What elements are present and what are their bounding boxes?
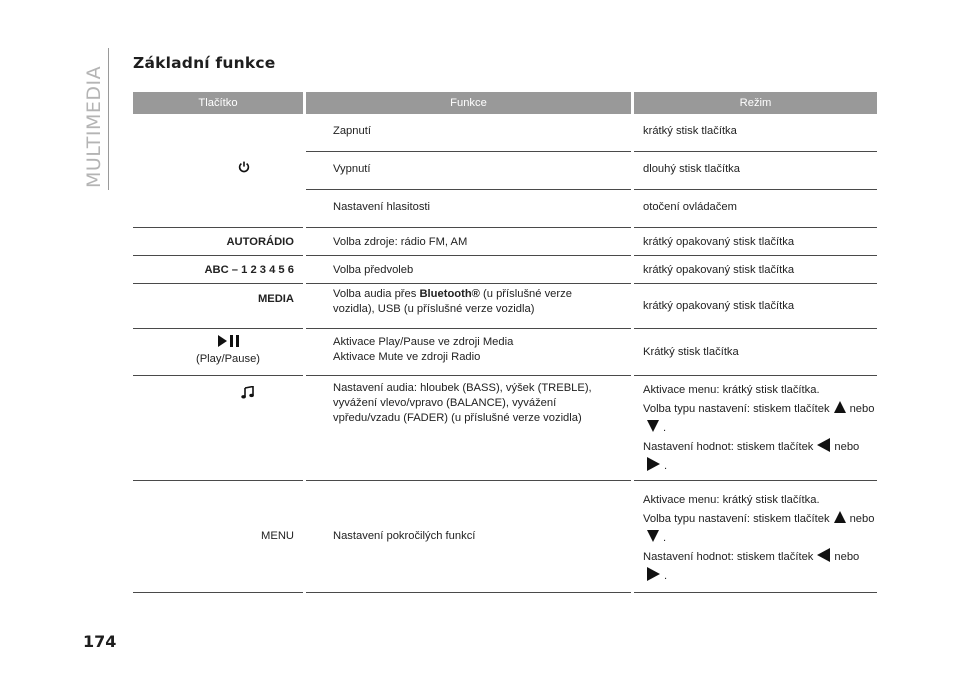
function-cell: Vypnutí [306,152,631,190]
section-label: MULTIMEDIA [83,65,105,188]
header-button: Tlačítko [133,92,303,114]
arrow-left-icon [817,438,830,452]
mode-cell: krátký opakovaný stisk tlačítka [634,228,877,256]
power-icon [238,161,250,178]
arrow-right-icon [647,457,660,471]
function-cell: Zapnutí [306,114,631,152]
function-cell: Nastavení hlasitosti [306,190,631,228]
arrow-up-icon [834,401,846,413]
header-mode: Režim [634,92,877,114]
power-button-cell [133,114,303,228]
table-row [133,114,877,152]
function-cell: Nastavení pokročilých funkcí [306,481,631,593]
arrow-down-icon [647,530,659,542]
table-row [133,376,877,481]
function-cell: Volba předvoleb [306,256,631,284]
mode-cell: Aktivace menu: krátký stisk tlačítka. Volba typu nastavení: stiskem tlačítek nebo. Nastavení hodnot: stiskem tlačítek nebo. [634,481,877,593]
function-cell: Volba audia přes Bluetooth® (u příslušné verze vozidla), USB (u příslušné verze vozidla) [306,284,631,329]
arrow-up-icon [834,511,846,523]
page-number: 174 [83,632,117,651]
mode-cell: krátký opakovaný stisk tlačítka [634,256,877,284]
music-note-icon [241,390,255,402]
playpause-caption: (Play/Pause) [195,353,261,365]
media-button-label: MEDIA [133,284,303,329]
page-title: Základní funkce [133,54,276,72]
play-pause-icon [218,335,239,347]
header-function: Funkce [306,92,631,114]
section-divider [108,48,109,190]
arrow-right-icon [647,567,660,581]
arrow-down-icon [647,420,659,432]
mode-cell: Krátký stisk tlačítka [634,329,877,376]
table-row [133,481,877,593]
function-cell: Nastavení audia: hloubek (BASS), výšek (TREBLE), vyvážení vlevo/vpravo (BALANCE), vyvážení vpředu/vzadu (FADER) (u příslušné verze vozidla) [306,376,631,481]
function-cell: Volba zdroje: rádio FM, AM [306,228,631,256]
table-header-row [133,92,877,114]
functions-table [133,92,877,593]
mode-cell: Aktivace menu: krátký stisk tlačítka. Volba typu nastavení: stiskem tlačítek nebo. Nastavení hodnot: stiskem tlačítek nebo. [634,376,877,481]
table-row [133,228,877,256]
playpause-button-cell [133,329,303,376]
mode-cell: krátký stisk tlačítka [634,114,877,152]
audio-button-cell [133,376,303,481]
table-row [133,256,877,284]
table-row [133,284,877,329]
presets-button-label: ABC – 1 2 3 4 5 6 [133,256,303,284]
mode-cell: otočení ovládačem [634,190,877,228]
mode-cell: krátký opakovaný stisk tlačítka [634,284,877,329]
arrow-left-icon [817,548,830,562]
mode-cell: dlouhý stisk tlačítka [634,152,877,190]
table-row [133,329,877,376]
autoradio-button-label: AUTORÁDIO [133,228,303,256]
menu-button-label: MENU [133,481,303,593]
function-cell: Aktivace Play/Pause ve zdroji Media Aktivace Mute ve zdroji Radio [306,329,631,376]
